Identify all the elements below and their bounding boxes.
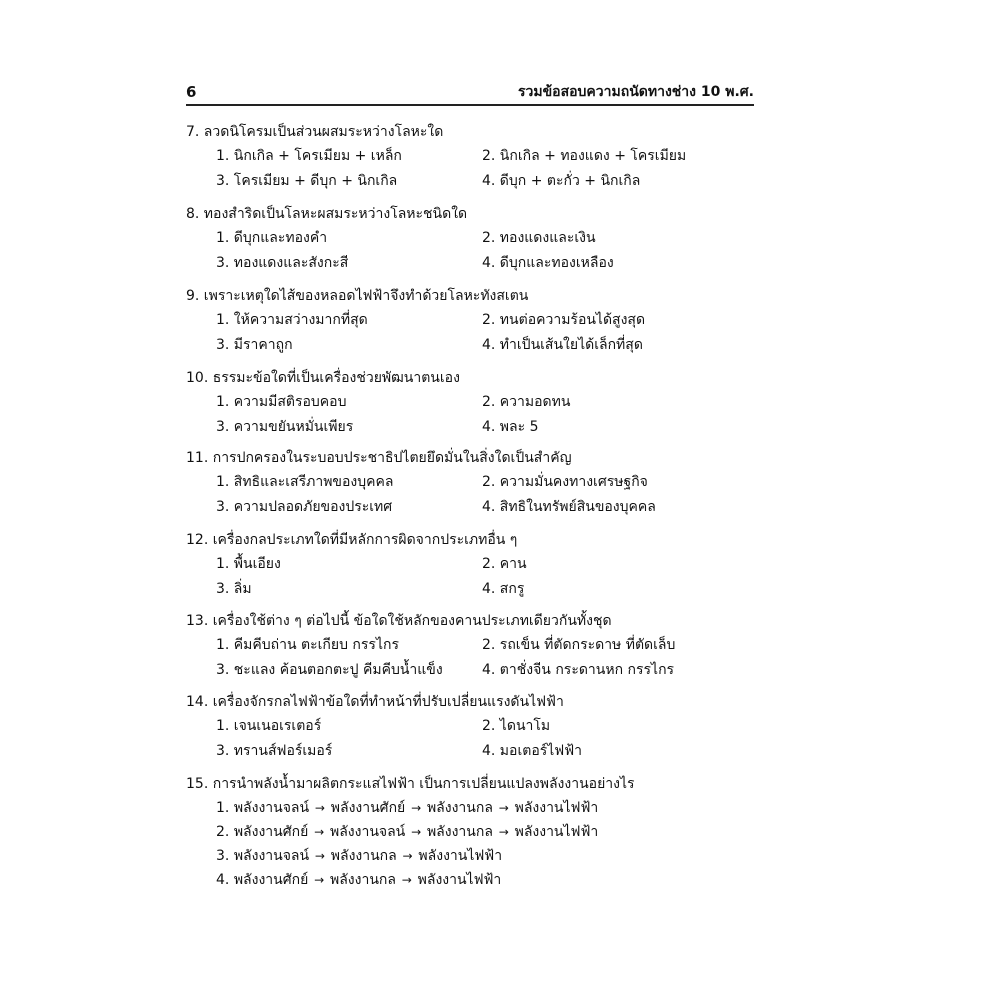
answer-option [216, 822, 598, 842]
running-title: รวมข้อสอบความถนัดทางช่าง 10 พ.ศ. [518, 84, 754, 100]
page-header [186, 82, 754, 106]
question-stem: 9. เพราะเหตุใดไส้ของหลอดไฟฟ้าจึงทำด้วยโลหะทังสเตน [186, 288, 529, 304]
answer-option: 3. โครเมียม + ดีบุก + นิกเกิล [216, 173, 398, 189]
answer-option: 4. มอเตอร์ไฟฟ้า [482, 743, 582, 759]
arrow-right-icon: → [311, 801, 329, 815]
arrow-right-icon: → [310, 825, 328, 839]
question-11 [186, 448, 746, 515]
question-7 [186, 122, 746, 189]
question-stem: 13. เครื่องใช้ต่าง ๆ ต่อไปนี้ ข้อใดใช้หลักของคานประเภทเดียวกันทั้งชุด [186, 613, 612, 629]
answer-option: 2. ความอดทน [482, 394, 571, 410]
answer-option: 1. พื้นเอียง [216, 556, 281, 572]
answer-option: 1. เจนเนอเรเตอร์ [216, 718, 322, 734]
answer-option: 4. ดีบุกและทองเหลือง [482, 255, 614, 271]
answer-option: 3. ทองแดงและสังกะสี [216, 255, 349, 271]
energy-step: พลังงานไฟฟ้า [418, 848, 503, 864]
answer-option: 4. สกรู [482, 581, 525, 597]
answer-option: 4. ตาชั่งจีน กระดานหก กรรไกร [482, 662, 675, 678]
question-15 [186, 774, 746, 888]
answer-option: 3. ลิ่ม [216, 581, 252, 597]
answer-option [216, 870, 501, 890]
arrow-right-icon: → [407, 801, 425, 815]
energy-step: พลังงานไฟฟ้า [514, 824, 599, 840]
energy-step: พลังงานจลน์ [329, 824, 406, 840]
answer-option: 1. สิทธิและเสรีภาพของบุคคล [216, 474, 394, 490]
answer-option: 2. คาน [482, 556, 527, 572]
answer-option: 1. นิกเกิล + โครเมียม + เหล็ก [216, 148, 402, 164]
question-stem: 7. ลวดนิโครมเป็นส่วนผสมระหว่างโลหะใด [186, 124, 444, 140]
question-stem: 12. เครื่องกลประเภทใดที่มีหลักการผิดจากประเภทอื่น ๆ [186, 532, 518, 548]
energy-step: พลังงานศักย์ [233, 824, 309, 840]
answer-option: 4. พละ 5 [482, 419, 539, 435]
question-stem: 14. เครื่องจักรกลไฟฟ้าข้อใดที่ทำหน้าที่ปรับเปลี่ยนแรงดันไฟฟ้า [186, 694, 564, 710]
energy-step: พลังงานกล [426, 824, 493, 840]
answer-option [216, 798, 598, 818]
answer-option: 3. ความปลอดภัยของประเทศ [216, 499, 393, 515]
question-14 [186, 692, 746, 759]
answer-option: 1. คีมคีบถ่าน ตะเกียบ กรรไกร [216, 637, 399, 653]
answer-option: 2. นิกเกิล + ทองแดง + โครเมียม [482, 148, 687, 164]
question-12 [186, 530, 746, 597]
answer-option: 2. ความมั่นคงทางเศรษฐกิจ [482, 474, 648, 490]
arrow-right-icon: → [494, 825, 513, 839]
answer-option: 1. ให้ความสว่างมากที่สุด [216, 312, 368, 328]
arrow-right-icon: → [494, 801, 513, 815]
energy-step: พลังงานกล [330, 848, 397, 864]
answer-option [216, 846, 502, 866]
arrow-right-icon: → [310, 873, 328, 887]
question-10 [186, 368, 746, 435]
answer-option: 4. ดีบุก + ตะกั่ว + นิกเกิล [482, 173, 641, 189]
option-number: 3. [216, 848, 234, 864]
option-number: 1. [216, 800, 234, 816]
answer-option: 2. รถเข็น ที่ตัดกระดาษ ที่ตัดเล็บ [482, 637, 676, 653]
energy-step: พลังงานศักย์ [330, 800, 406, 816]
energy-step: พลังงานกล [329, 872, 396, 888]
answer-option: 3. ทรานส์ฟอร์เมอร์ [216, 743, 333, 759]
energy-step: พลังงานจลน์ [233, 848, 310, 864]
question-stem: 11. การปกครองในระบอบประชาธิปไตยยึดมั่นในสิ่งใดเป็นสำคัญ [186, 450, 572, 466]
energy-step: พลังงานกล [426, 800, 493, 816]
answer-option: 2. ทนต่อความร้อนได้สูงสุด [482, 312, 646, 328]
answer-option: 4. สิทธิในทรัพย์สินของบุคคล [482, 499, 656, 515]
answer-option: 1. ดีบุกและทองคำ [216, 230, 328, 246]
energy-step: พลังงานศักย์ [233, 872, 309, 888]
question-stem: 8. ทองสำริดเป็นโลหะผสมระหว่างโลหะชนิดใด [186, 206, 468, 222]
energy-step: พลังงานไฟฟ้า [417, 872, 502, 888]
answer-option: 4. ทำเป็นเส้นใยได้เล็กที่สุด [482, 337, 643, 353]
header-divider [186, 104, 754, 106]
answer-option: 3. ชะแลง ค้อนตอกตะปู คีมคีบน้ำแข็ง [216, 662, 443, 678]
question-9 [186, 286, 746, 353]
page-number: 6 [186, 83, 197, 101]
answer-option: 3. ความขยันหมั่นเพียร [216, 419, 354, 435]
question-stem: 10. ธรรมะข้อใดที่เป็นเครื่องช่วยพัฒนาตนเอง [186, 370, 460, 386]
arrow-right-icon: → [398, 849, 417, 863]
question-13 [186, 611, 746, 678]
question-8 [186, 204, 746, 271]
arrow-right-icon: → [311, 849, 329, 863]
option-number: 4. [216, 872, 234, 888]
question-stem: 15. การนำพลังน้ำมาผลิตกระแสไฟฟ้า เป็นการเปลี่ยนแปลงพลังงานอย่างไร [186, 776, 635, 792]
arrow-right-icon: → [407, 825, 425, 839]
option-number: 2. [216, 824, 234, 840]
answer-option: 1. ความมีสติรอบคอบ [216, 394, 347, 410]
energy-step: พลังงานไฟฟ้า [514, 800, 599, 816]
answer-option: 2. ไดนาโม [482, 718, 551, 734]
arrow-right-icon: → [397, 873, 416, 887]
answer-option: 3. มีราคาถูก [216, 337, 293, 353]
answer-option: 2. ทองแดงและเงิน [482, 230, 596, 246]
energy-step: พลังงานจลน์ [233, 800, 310, 816]
